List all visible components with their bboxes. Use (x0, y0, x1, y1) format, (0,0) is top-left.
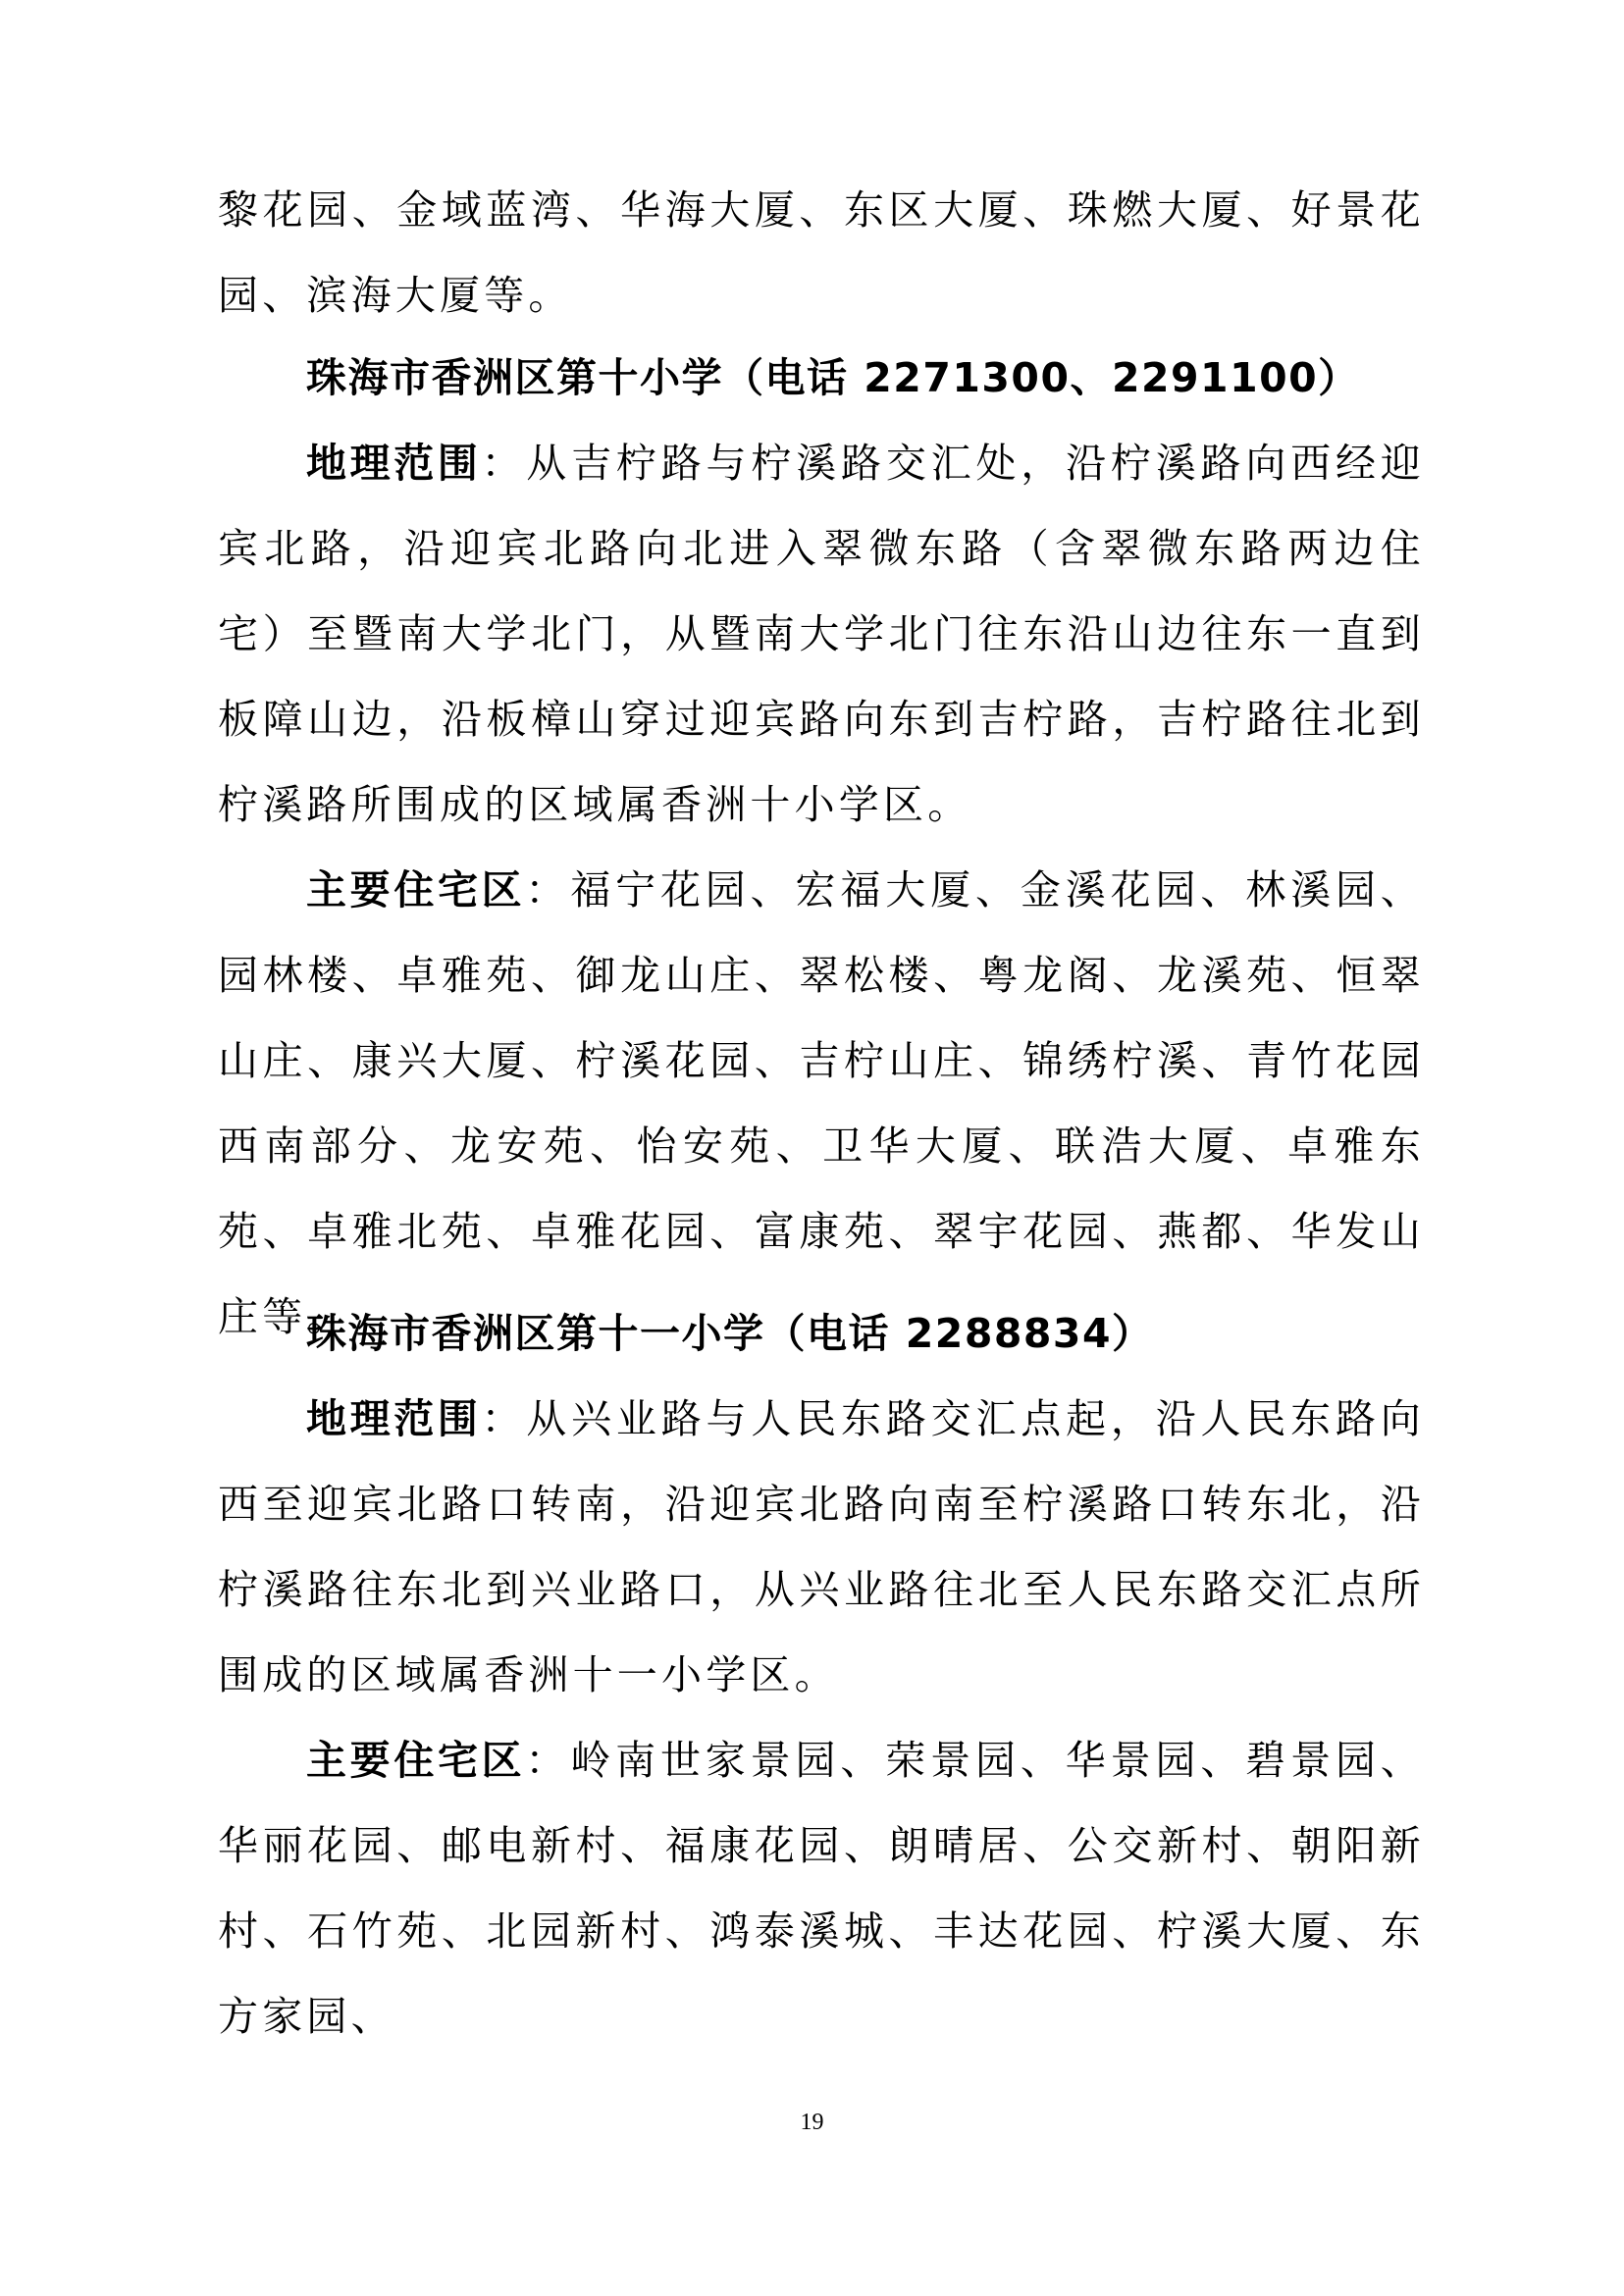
residential-paragraph (218, 848, 1425, 1360)
section-school-10 (218, 336, 1425, 1360)
geo-range-paragraph (218, 1377, 1425, 1718)
residential-text: ：岭南世家景园、荣景园、华景园、碧景园、华丽花园、邮电新村、福康花园、朗晴居、公交新村、朝阳新村、石竹苑、北园新村、鸿泰溪城、丰达花园、柠溪大厦、东方家园、 (218, 1737, 1426, 2040)
page-number: 19 (800, 2110, 824, 2135)
geo-range-text: ：从兴业路与人民东路交汇点起，沿人民东路向西至迎宾北路口转南，沿迎宾北路向南至柠溪路口转东北，沿柠溪路往东北到兴业路口，从兴业路往北至人民东路交汇点所围成的区域属香洲十一小学区。 (218, 1395, 1425, 1698)
section-heading: 珠海市香洲区第十小学（电话 2271300、2291100） (306, 354, 1360, 401)
residential-paragraph (218, 1718, 1425, 2060)
section-heading: 珠海市香洲区第十一小学（电话 2288834） (306, 1310, 1154, 1357)
continuation-block (218, 168, 1425, 339)
geo-range-text: ：从吉柠路与柠溪路交汇处，沿柠溪路向西经迎宾北路，沿迎宾北路向北进入翠微东路（含翠微东路两边住宅）至暨南大学北门，从暨南大学北门往东沿山边往东一直到板障山边，沿板樟山穿过迎宾路向东到吉柠路，吉柠路往北到柠溪路所围成的区域属香洲十小学区。 (218, 440, 1425, 828)
residential-text: ：福宁花园、宏福大厦、金溪花园、林溪园、园林楼、卓雅苑、御龙山庄、翠松楼、粤龙阁、龙溪苑、恒翠山庄、康兴大厦、柠溪花园、吉柠山庄、锦绣柠溪、青竹花园西南部分、龙安苑、怡安苑、卫华大厦、联浩大厦、卓雅东苑、卓雅北苑、卓雅花园、富康苑、翠宇花园、燕都、华发山庄等。 (218, 866, 1426, 1340)
geo-range-label: 地理范围 (306, 1395, 482, 1442)
geo-range-paragraph (218, 421, 1425, 848)
continuation-paragraph: 黎花园、金域蓝湾、华海大厦、东区大厦、珠燃大厦、好景花园、滨海大厦等。 (218, 186, 1425, 319)
residential-label: 主要住宅区 (306, 1737, 526, 1784)
section-school-11 (218, 1291, 1425, 2060)
residential-label: 主要住宅区 (306, 866, 526, 913)
geo-range-label: 地理范围 (306, 440, 482, 487)
